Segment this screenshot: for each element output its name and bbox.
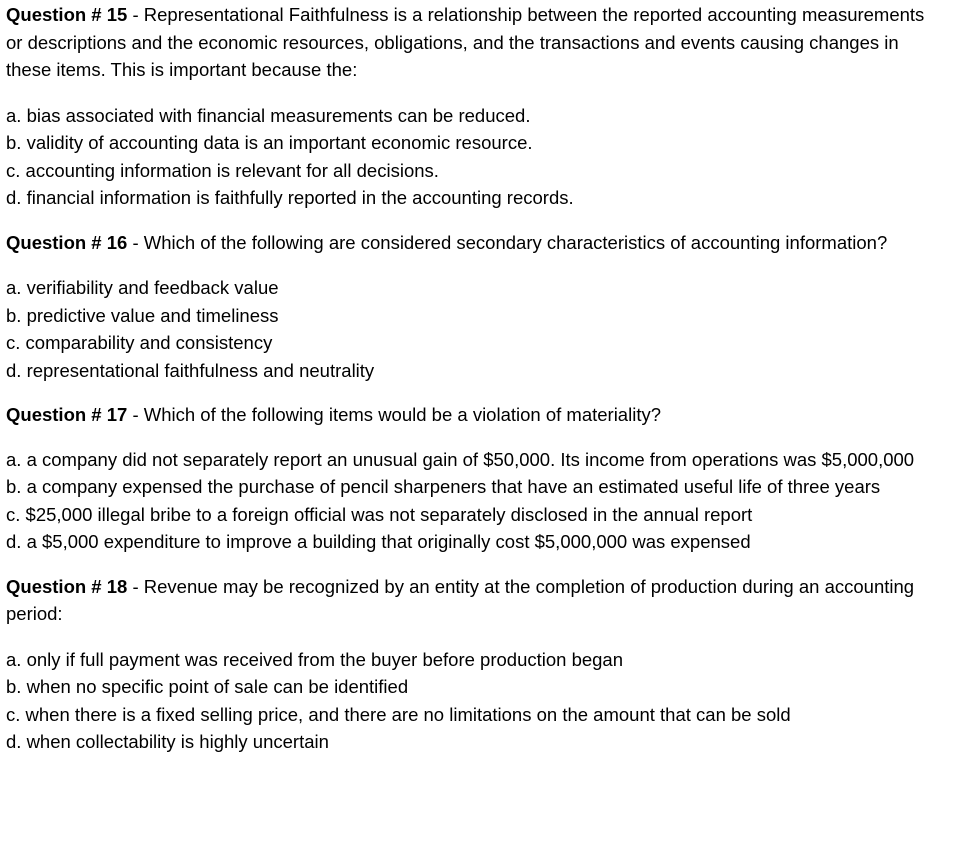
question-text: - Revenue may be recognized by an entity at the completion of production during an accounting period: [6,575,915,624]
answer-option-b: b. validity of accounting data is an important economic resource. [6,132,533,153]
question-stem [6,1,958,84]
answer-options [6,274,958,384]
question-text: - Representational Faithfulness is a relationship between the reported accounting measurements or descriptions and the economic resources, obligations, and the transactions and events causing changes in these items. This is important because the: [6,4,925,80]
answer-option-d: d. a $5,000 expenditure to improve a building that originally cost $5,000,000 was expensed [6,531,751,552]
answer-option-c: c. accounting information is relevant for all decisions. [6,159,439,181]
question-stem [6,573,958,628]
question-16 [6,229,958,385]
question-label: Question # 16 [6,231,128,253]
answer-option-a: a. only if full payment was received from the buyer before production began [6,648,624,670]
question-17 [6,401,958,556]
question-text: - Which of the following items would be a violation of materiality? [127,404,661,425]
answer-option-a: a. a company did not separately report an unusual gain of $50,000. Its income from operations was $5,000,000 [6,448,915,470]
question-stem [6,229,958,257]
answer-option-a: a. verifiability and feedback value [6,277,279,298]
answer-option-c: c. comparability and consistency [6,332,273,353]
answer-options [6,102,958,212]
answer-option-c: c. $25,000 illegal bribe to a foreign official was not separately disclosed in the annual report [6,503,753,525]
question-15 [6,1,958,212]
answer-option-d: d. financial information is faithfully reported in the accounting records. [6,187,574,208]
question-stem [6,401,958,429]
answer-option-c: c. when there is a fixed selling price, and there are no limitations on the amount that can be sold [6,703,791,725]
answer-option-a: a. bias associated with financial measurements can be reduced. [6,104,531,126]
question-18 [6,573,958,756]
question-label: Question # 18 [6,575,128,597]
answer-option-b: b. predictive value and timeliness [6,304,279,326]
question-label: Question # 15 [6,4,128,25]
question-label: Question # 17 [6,404,128,425]
answer-option-b: b. a company expensed the purchase of pencil sharpeners that have an estimated useful life of three years [6,476,881,497]
answer-options [6,646,958,756]
answer-option-d: d. representational faithfulness and neutrality [6,359,375,381]
question-text: - Which of the following are considered secondary characteristics of accounting information? [127,231,888,253]
answer-option-b: b. when no specific point of sale can be identified [6,676,409,697]
answer-option-d: d. when collectability is highly uncertain [6,731,329,752]
answer-options [6,446,958,556]
